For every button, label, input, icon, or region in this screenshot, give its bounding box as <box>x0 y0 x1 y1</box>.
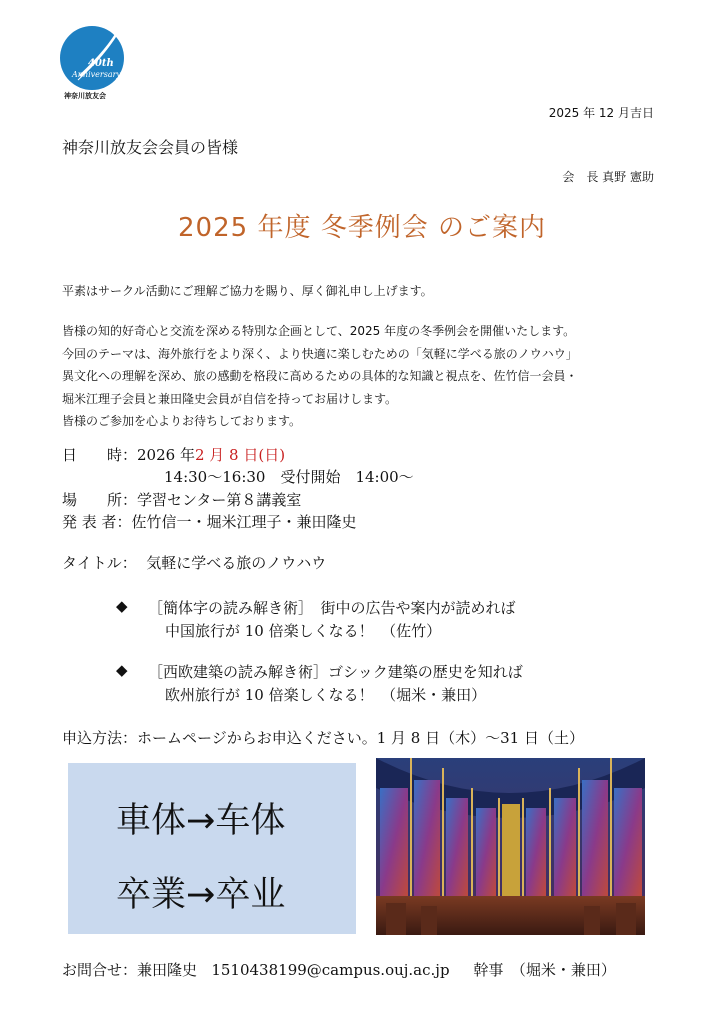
contact-row <box>62 959 616 980</box>
body-line: 堀米江理子会員と兼田隆史会員が自信を持ってお届けします。 <box>62 391 398 406</box>
topic-line: ［西欧建築の読み解き術］ゴシック建築の歴史を知れば <box>148 663 523 681</box>
apply-label: 申込方法： <box>62 729 138 747</box>
body-line: 今回のテーマは、海外旅行をより深く、より快適に楽しむための「気軽に学べる旅のノウハウ」 <box>62 346 578 361</box>
place-label: 場 所： <box>62 491 138 509</box>
topic-line: 欧州旅行が 10 倍楽しくなる！ （堀米・兼田） <box>165 686 487 704</box>
place: 学習センター第８講義室 <box>137 491 302 509</box>
example-line: 卒業→卒业 <box>116 875 286 915</box>
date-prefix: 2026 年 <box>137 446 195 464</box>
apply-text: ホームページからお申込ください。1 月 8 日（木）〜31 日（土） <box>137 729 584 747</box>
logo-badge-sub: Anniversary <box>72 70 121 79</box>
contact-label: お問合せ： <box>62 961 138 979</box>
page-title: 2025 年度 冬季例会 のご案内 <box>178 213 546 243</box>
place-row <box>62 489 301 510</box>
contact-name: 兼田隆史 <box>137 961 198 979</box>
time-line: 14:30〜16:30 受付開始 14:00〜 <box>164 468 414 486</box>
body-line: 皆様のご参加を心よりお待ちしております。 <box>62 414 302 428</box>
body-line: 皆様の知的好奇心と交流を深める特別な企画として、2025 年度の冬季例会を開催いたします。 <box>62 324 576 338</box>
topic-line: 中国旅行が 10 倍楽しくなる！ （佐竹） <box>165 622 442 640</box>
datetime-label: 日 時： <box>62 446 138 464</box>
gothic-chapel-image <box>376 758 645 935</box>
topic-marker: ◆ <box>116 661 128 679</box>
datetime-row <box>62 444 285 465</box>
simplified-chinese-example <box>68 763 356 934</box>
body-line: 異文化への理解を深め、旅の感動を格段に高めるための具体的な知識と視点を、佐竹信一会員・ <box>62 369 578 383</box>
talk-title-label: タイトル： <box>62 554 137 572</box>
presenter-label: 発 表 者： <box>62 513 132 531</box>
addressee: 神奈川放友会会員の皆様 <box>62 138 239 157</box>
topic-line: ［簡体字の読み解き術］ 街中の広告や案内が読めれば <box>148 599 516 617</box>
sender: 会 長 真野 憲助 <box>562 170 654 184</box>
body-paragraph <box>62 320 578 433</box>
talk-title: 気軽に学べる旅のノウハウ <box>146 554 327 572</box>
organizer: 幹事 （堀米・兼田） <box>473 961 616 979</box>
logo-org-name: 神奈川放友会 <box>64 92 106 100</box>
event-date: 2 月 8 日(日) <box>194 446 286 464</box>
example-line: 車体→车体 <box>116 801 286 841</box>
issue-date: 2025 年 12 月吉日 <box>548 106 654 120</box>
presenter-row <box>62 511 357 532</box>
topic-marker: ◆ <box>116 597 128 615</box>
logo-badge-main: 40th <box>88 58 114 69</box>
contact-email[interactable]: 1510438199@campus.ouj.ac.jp <box>211 961 450 979</box>
presenters: 佐竹信一・堀米江理子・兼田隆史 <box>131 513 357 531</box>
apply-row <box>62 727 584 748</box>
talk-title-row <box>62 552 326 573</box>
greeting: 平素はサークル活動にご理解ご協力を賜り、厚く御礼申し上げます。 <box>62 284 433 298</box>
